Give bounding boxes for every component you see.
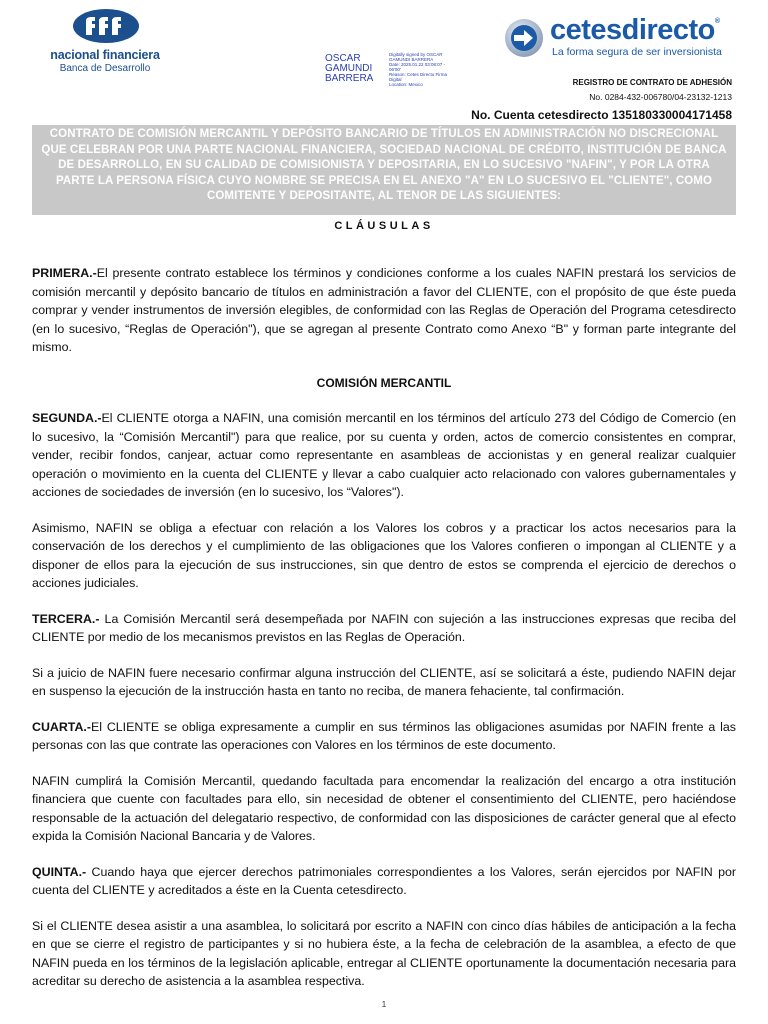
brand-directo: directo — [621, 14, 715, 46]
nafin-logo-icon — [72, 8, 140, 44]
contract-body — [32, 264, 736, 1008]
clause-label: CUARTA.- — [32, 719, 91, 734]
paragraph: NAFIN cumplirá la Comisión Mercantil, quedando facultada para encomendar la realización del encargo a otra institución financiera que cuente con facultades para ello, sin necesidad de obtener el consentimiento del CLIENTE, pero haciéndose responsable de la actuación del delegatario respectivo, de conformidad con las disposiciones de carácter general que al efecto expida la Comisión Nacional Bancaria y de Valores. — [32, 773, 736, 843]
page-number: 1 — [381, 1000, 387, 1009]
registro-numero: No. 0284-432-006780/04-23132-1213 — [589, 92, 732, 102]
clause-label: QUINTA.- — [32, 864, 87, 879]
clausulas-heading: CLÁUSULAS — [334, 220, 434, 232]
paragraph: Asimismo, NAFIN se obliga a efectuar con relación a los Valores los cobros y a practicar los actos necesarios para la conservación de los derechos y el cumplimiento de las obligaciones que los Valores confieren o impongan al CLIENTE y a disponer de ellos para la ejecución de sus instrucciones, sin que dentro de estos se comprenda el ejercicio de derechos o acciones judiciales. — [32, 520, 736, 590]
clause-label: PRIMERA.- — [32, 266, 97, 280]
clause-label: SEGUNDA.- — [32, 411, 102, 425]
signature-detail-line: 06'00' — [389, 67, 401, 72]
paragraph: Si el CLIENTE desea asistir a una asamblea, lo solicitará por escrito a NAFIN con cinco días hábiles de anticipación a la fecha en que se cierre el registro de participantes y si no hubiera éste, a la fecha de celebración de la asamblea, a efecto de que NAFIN pueda en los términos de la legislación aplicable, entregar al CLIENTE oportunamente la documentación necesaria para acreditar su derecho de asistencia a la asamblea respectiva. — [32, 918, 736, 988]
contract-title-banner: CONTRATO DE COMISIÓN MERCANTIL Y DEPÓSITO BANCARIO DE TÍTULOS EN ADMINISTRACIÓN NO DISCRECIONAL QUE CELEBRAN POR UNA PARTE NACIONAL FINANCIERA, SOCIEDAD NACIONAL DE CRÉDITO, INSTITUCIÓN DE BANCA DE DESARROLLO, EN SU CALIDAD DE COMISIONISTA Y DEPOSITARIA, EN LO SUCESIVO "NAFIN", Y POR LA OTRA PARTE LA PERSONA FÍSICA CUYO NOMBRE SE PRECISA EN EL ANEXO "A" EN LO SUCESIVO EL "CLIENTE", COMO COMITENTE Y DEPOSITANTE, AL TENOR DE LAS SIGUIENTES: — [32, 125, 736, 215]
clause-text: Cuando haya que ejercer derechos patrimoniales correspondientes a los Valores, serán ejercidos por NAFIN por cuenta del CLIENTE y acreditados a éste en la Cuenta cetesdirecto. — [32, 864, 736, 897]
signer-name-line: BARRERA — [325, 73, 374, 84]
clause-quinta — [32, 863, 736, 900]
registered-mark: ® — [714, 18, 720, 25]
signature-details — [389, 52, 464, 87]
signer-name-line: GAMUNDI — [325, 63, 373, 74]
section-title: COMISIÓN MERCANTIL — [316, 375, 452, 390]
clause-segunda — [32, 409, 736, 502]
signature-detail-line: Location: Mexico — [389, 82, 423, 87]
clause-text: El CLIENTE otorga a NAFIN, una comisión mercantil en los términos del artículo 273 del Código de Comercio (en lo sucesivo, la “Comisión Mercantil") para que realice, por su cuenta y orden, actos de comercio consistentes en comprar, vender, recibir fondos, canjear, actuar como representante en asambleas de accionistas y en general realizar cualquier operación o movimiento en la cuenta del CLIENTE y llevar a cabo cualquier acto relacionado con valores gubernamentales y acciones de sociedades de inversión (en lo sucesivo, los “Valores"). — [32, 411, 736, 499]
clause-text: La Comisión Mercantil será desempeñada por NAFIN con sujeción a las instrucciones expresas que reciba del CLIENTE por medio de los mecanismos previstos en las Reglas de Operación. — [32, 611, 736, 644]
nafin-name: nacional financiera — [50, 48, 160, 62]
paragraph: Si a juicio de NAFIN fuere necesario confirmar alguna instrucción del CLIENTE, así se solicitará a éste, pudiendo NAFIN dejar en suspenso la ejecución de la instrucción hasta en tanto no reciba, de manera fehaciente, tal confirmación. — [32, 665, 736, 698]
signature-detail-line: Digital — [389, 77, 402, 82]
clause-text: El presente contrato establece los términos y condiciones conforme a los cuales NAFIN prestará los servicios de comisión mercantil y depósito bancario de títulos en administración a favor del CLIENTE, con el propósito de que éste pueda comprar y vender instrumentos de inversión elegibles, de conformidad con las Reglas de Operación del Programa cetesdirecto (en lo sucesivo, “Reglas de Operación"), que se agregan al presente Contrato como Anexo “B" y forman parte integrante del mismo. — [32, 266, 736, 354]
signature-detail-line: Reason: Cetes Directo Firma — [389, 72, 448, 77]
clause-primera — [32, 264, 736, 357]
arrow-right-circle-icon — [504, 18, 544, 58]
signature-detail-line: GAMUNDI BARRERA — [389, 57, 434, 62]
registro-title: REGISTRO DE CONTRATO DE ADHESIÓN — [572, 78, 732, 87]
clause-text: El CLIENTE se obliga expresamente a cumplir en sus términos las obligaciones asumidas por NAFIN frente a las personas con las que contrate las operaciones con Valores en los términos de este documento. — [32, 719, 736, 752]
cetesdirecto-brand — [550, 14, 720, 47]
nafin-subtitle: Banca de Desarrollo — [59, 63, 151, 74]
signature-detail-line: Digitally signed by OSCAR — [389, 52, 443, 57]
cetesdirecto-logo — [502, 14, 738, 64]
signer-name — [325, 54, 385, 84]
nafin-logo — [30, 8, 180, 74]
clause-label: TERCERA.- — [32, 611, 100, 626]
signature-detail-line: Date: 2025.01.22 03:08:07 - — [389, 62, 446, 67]
account-number: No. Cuenta cetesdirecto 135180330004171458 — [471, 108, 732, 122]
clause-cuarta — [32, 718, 736, 755]
brand-cetes: cetes — [550, 14, 622, 46]
cetes-tagline: La forma segura de ser inversionista — [552, 46, 722, 58]
clause-tercera — [32, 610, 736, 647]
signer-name-line: OSCAR — [325, 53, 361, 64]
